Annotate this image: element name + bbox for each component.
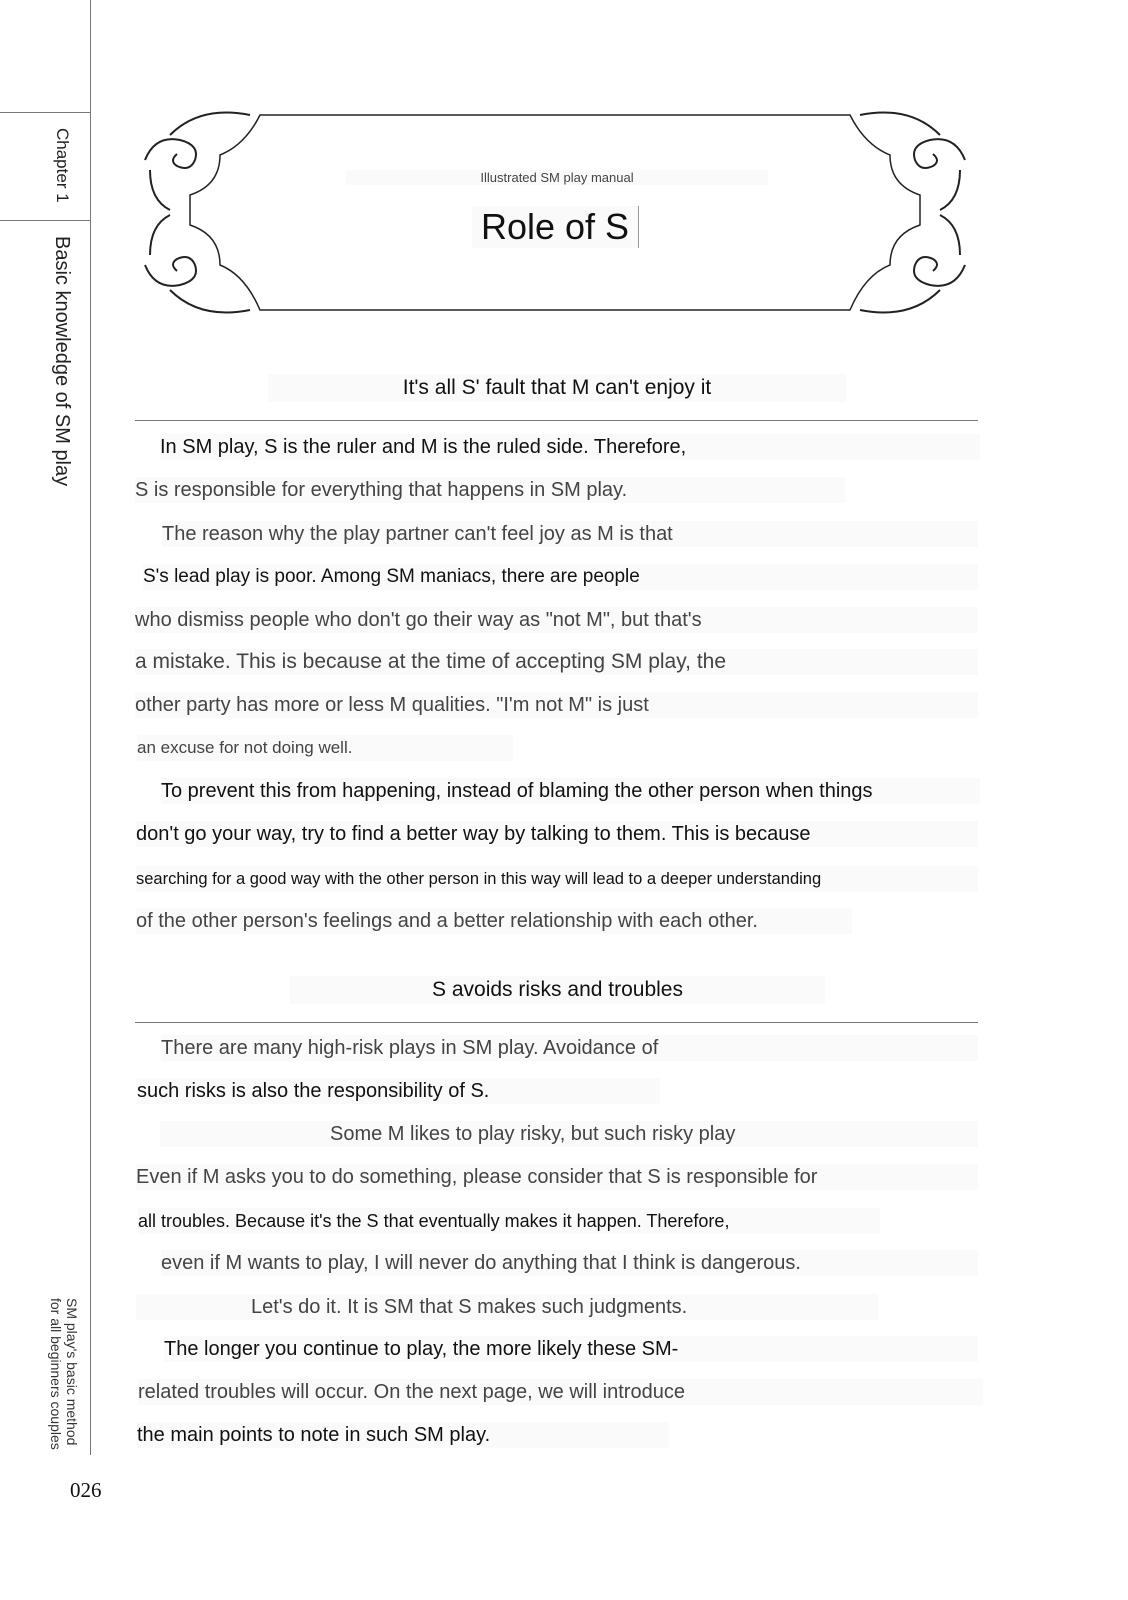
section-heading: S avoids risks and troubles (290, 976, 825, 1004)
body-line: other party has more or less M qualities. "I'm not M" is just (135, 692, 978, 718)
divider (0, 112, 90, 113)
body-line: S's lead play is poor. Among SM maniacs, there are people (143, 564, 978, 590)
divider (0, 220, 90, 221)
body-line: In SM play, S is the ruler and M is the ruled side. Therefore, (160, 434, 980, 460)
book-title-2: for all beginners couples (48, 1298, 64, 1450)
body-line: The longer you continue to play, the more likely these SM- (164, 1336, 978, 1362)
body-line: the main points to note in such SM play. (137, 1422, 669, 1448)
body-line: a mistake. This is because at the time of accepting SM play, the (135, 649, 978, 675)
manual-subtitle: Illustrated SM play manual (346, 170, 768, 185)
chapter-label: Chapter 1 (53, 128, 72, 203)
page-number: 026 (70, 1478, 102, 1502)
heading-rule (135, 1022, 978, 1023)
body-line: The reason why the play partner can't feel joy as M is that (162, 521, 978, 547)
body-line: such risks is also the responsibility of S. (137, 1078, 660, 1104)
body-line: Some M likes to play risky, but such risky play (160, 1121, 978, 1147)
body-line: S is responsible for everything that happens in SM play. (135, 477, 845, 503)
body-line: who dismiss people who don't go their way as "not M", but that's (135, 607, 978, 633)
page-title: Role of S (472, 206, 639, 248)
body-line: To prevent this from happening, instead of blaming the other person when things (161, 778, 980, 804)
body-line: searching for a good way with the other person in this way will lead to a deeper understanding (136, 866, 978, 892)
section-label: Basic knowledge of SM play (51, 236, 73, 487)
body-line: all troubles. Because it's the S that eventually makes it happen. Therefore, (138, 1208, 880, 1234)
section-heading: It's all S' fault that M can't enjoy it (268, 374, 846, 402)
body-line: Even if M asks you to do something, please consider that S is responsible for (136, 1164, 978, 1190)
body-line: even if M wants to play, I will never do anything that I think is dangerous. (161, 1250, 978, 1276)
book-title-1: SM play's basic method (64, 1298, 80, 1446)
heading-rule (135, 420, 978, 421)
body-line: related troubles will occur. On the next page, we will introduce (138, 1379, 983, 1405)
margin-rule (90, 0, 91, 1455)
body-line: Let's do it. It is SM that S makes such judgments. (136, 1294, 878, 1320)
body-line: There are many high-risk plays in SM play. Avoidance of (161, 1035, 978, 1061)
body-line: an excuse for not doing well. (137, 735, 513, 761)
body-line: of the other person's feelings and a better relationship with each other. (136, 908, 852, 934)
body-line: don't go your way, try to find a better way by talking to them. This is because (136, 821, 978, 847)
